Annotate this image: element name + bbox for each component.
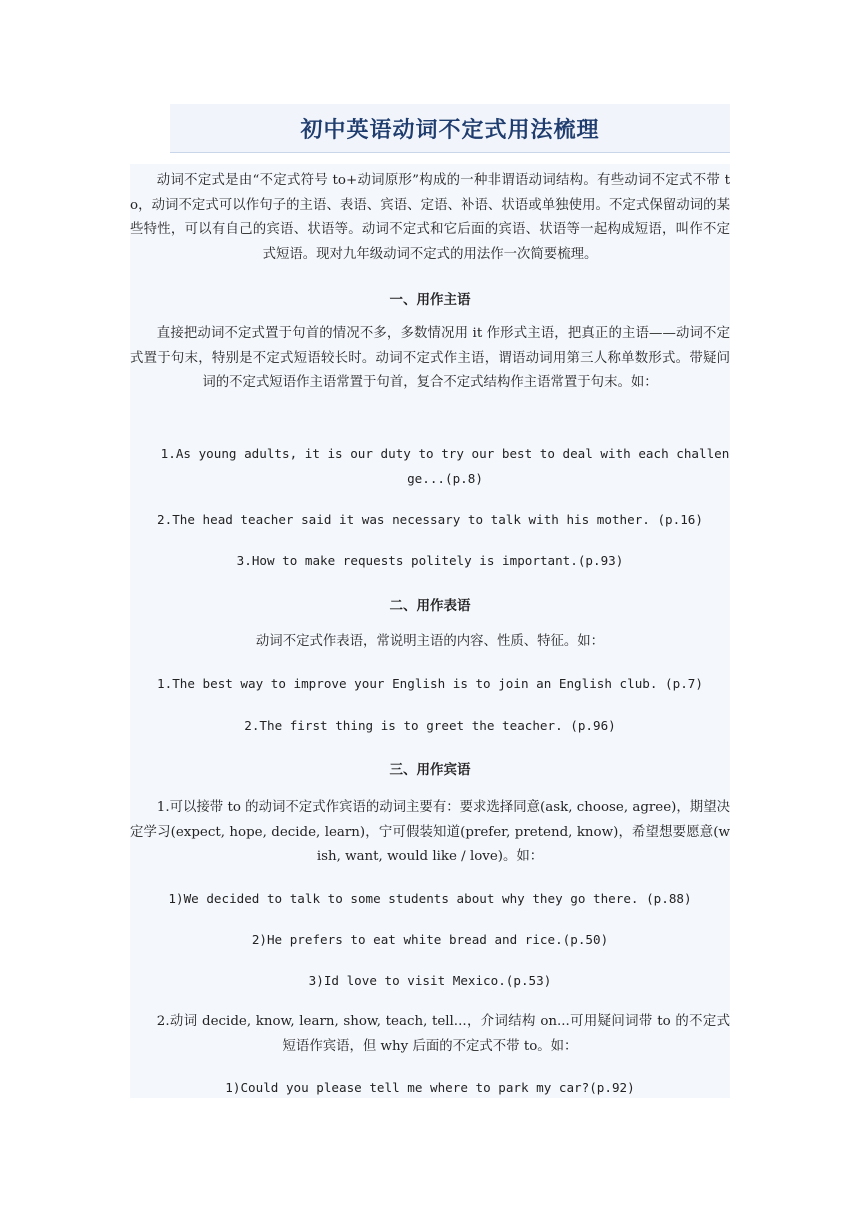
section-3-desc-2: 2.动词 decide, know, learn, show, teach, tell...，介词结构 on...可用疑问词带 to 的不定式短语作宾语，但 why 后面的不定式不带 to。如： bbox=[156, 1014, 730, 1054]
example-line: 1)We decided to talk to some students about why they go there. (p.88) bbox=[168, 891, 692, 906]
example-line: 2)He prefers to eat white bread and rice.(p.50) bbox=[251, 932, 609, 947]
example-line: 3)Id love to visit Mexico.(p.53) bbox=[308, 973, 552, 988]
section-2-desc: 动词不定式作表语，常说明主语的内容、性质、特征。如： bbox=[255, 634, 605, 649]
section-3-heading: 三、用作宾语 bbox=[389, 762, 471, 778]
example-line: 1.As young adults, it is our duty to try our best to deal with each challenge...(p.8) bbox=[160, 446, 730, 486]
article-body bbox=[130, 164, 730, 1098]
section-3-desc: 1.可以接带 to 的动词不定式作宾语的动词主要有：要求选择同意(ask, choose, agree)，期望决定学习(expect, hope, decide, learn)，宁可假装知道(prefer, pretend, know)，希望想要愿意(wish, want, would like / love)。如： bbox=[130, 800, 730, 864]
example-line: 1)Could you please tell me where to park my car?(p.92) bbox=[225, 1080, 635, 1095]
title-banner bbox=[170, 104, 730, 153]
section-2-heading: 二、用作表语 bbox=[389, 598, 471, 614]
example-line: 2.The first thing is to greet the teacher. (p.96) bbox=[244, 718, 616, 733]
section-1-heading: 一、用作主语 bbox=[389, 292, 471, 308]
section-1-desc: 直接把动词不定式置于句首的情况不多，多数情况用 it 作形式主语，把真正的主语——动词不定式置于句末，特别是不定式短语较长时。动词不定式作主语，谓语动词用第三人称单数形式。带疑问词的不定式短语作主语常置于句首，复合不定式结构作主语常置于句末。如： bbox=[130, 326, 730, 390]
page-title: 初中英语动词不定式用法梳理 bbox=[300, 116, 600, 143]
example-line: 3.How to make requests politely is important.(p.93) bbox=[236, 553, 624, 568]
example-line: 2.The head teacher said it was necessary to talk with his mother. (p.16) bbox=[157, 512, 703, 527]
example-line: 1.The best way to improve your English is to join an English club. (p.7) bbox=[157, 676, 703, 691]
intro-paragraph: 动词不定式是由“不定式符号 to+动词原形”构成的一种非谓语动词结构。有些动词不定式不带 to，动词不定式可以作句子的主语、表语、宾语、定语、补语、状语或单独使用。不定式保留动词的某些特性，可以有自己的宾语、状语等。动词不定式和它后面的宾语、状语等一起构成短语，叫作不定式短语。现对九年级动词不定式的用法作一次简要梳理。 bbox=[130, 173, 730, 262]
